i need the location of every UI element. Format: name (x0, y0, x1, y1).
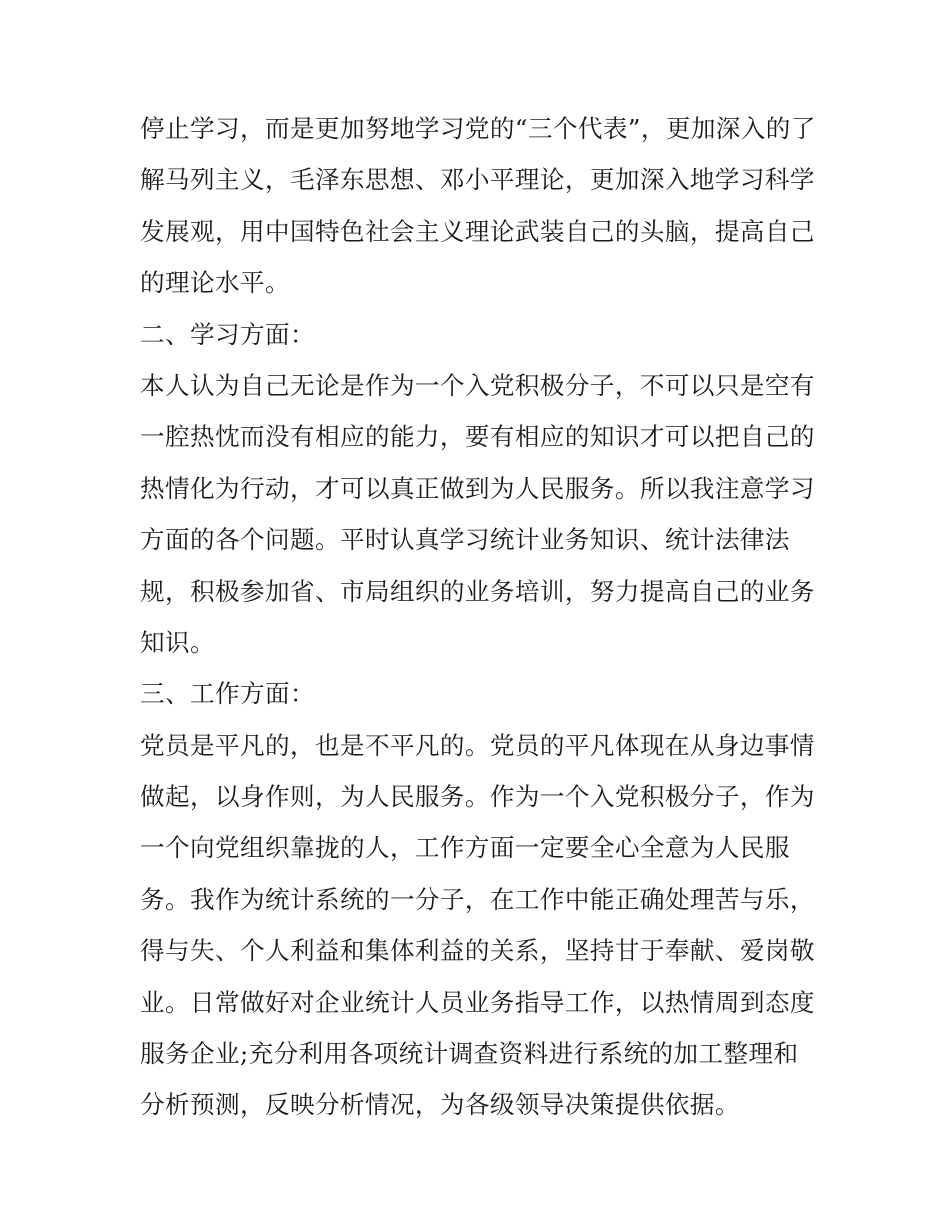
text-line: 一个向党组织靠拢的人，工作方面一定要全心全意为人民服 (140, 833, 790, 863)
text-line: 发展观，用中国特色社会主义理论武装自己的头脑，提高自己 (140, 216, 815, 246)
text-line: 规，积极参加省、市局组织的业务培训，努力提高自己的业务 (140, 576, 815, 606)
text-line: 业。日常做好对企业统计人员业务指导工作，以热情周到态度 (140, 987, 815, 1017)
document-body (140, 103, 816, 1131)
text-line: 得与失、个人利益和集体利益的关系，坚持甘于奉献、爱岗敬 (140, 936, 815, 966)
section-heading-work: 三、工作方面： (140, 679, 315, 709)
text-line: 的理论水平。 (140, 268, 290, 298)
text-line: 热情化为行动，才可以真正做到为人民服务。所以我注意学习 (140, 473, 815, 503)
text-line: 党员是平凡的，也是不平凡的。党员的平凡体现在从身边事情 (140, 730, 815, 760)
text-line: 务。我作为统计系统的一分子，在工作中能正确处理苦与乐， (140, 884, 815, 914)
text-line: 方面的各个问题。平时认真学习统计业务知识、统计法律法 (140, 525, 790, 555)
text-line: 知识。 (140, 627, 215, 657)
text-line: 解马列主义，毛泽东思想、邓小平理论，更加深入地学习科学 (140, 165, 815, 195)
text-line: 停止学习，而是更加努地学习党的“三个代表”，更加深入的了 (140, 114, 816, 143)
text-line: 做起，以身作则，为人民服务。作为一个入党积极分子，作为 (140, 782, 815, 812)
section-heading-study: 二、学习方面： (140, 319, 315, 349)
text-line: 服务企业;充分利用各项统计调查资料进行系统的加工整理和 (140, 1039, 799, 1069)
text-line: 本人认为自己无论是作为一个入党积极分子，不可以只是空有 (140, 370, 815, 400)
text-line: 一腔热忱而没有相应的能力，要有相应的知识才可以把自己的 (140, 422, 815, 452)
text-line: 分析预测，反映分析情况，为各级领导决策提供依据。 (140, 1090, 740, 1120)
